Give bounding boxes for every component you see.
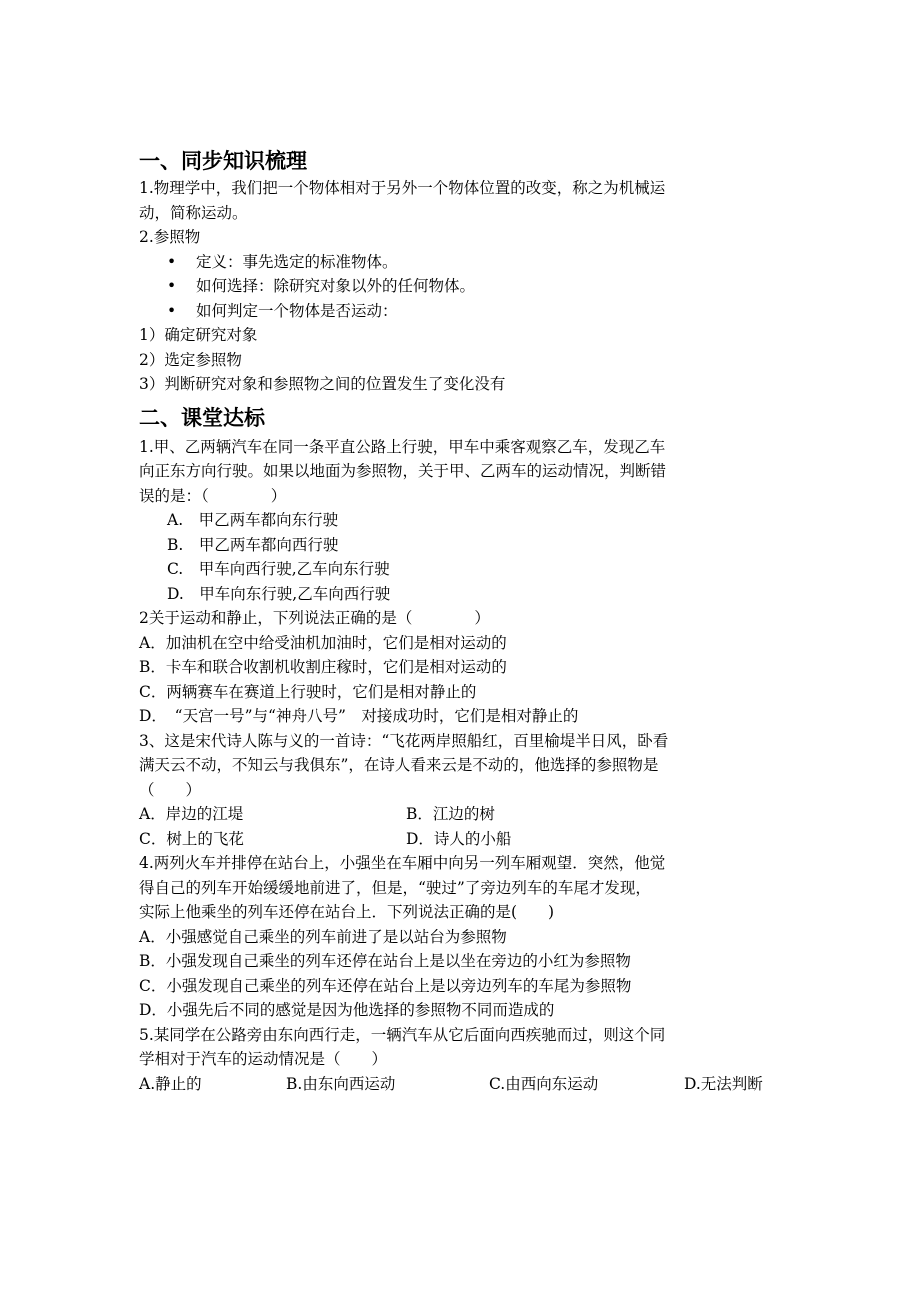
bullet-item: • 如何判定一个物体是否运动： [139, 299, 789, 324]
question-3-option-a: A．岸边的江堤 [139, 805, 244, 823]
question-5-options-row [139, 1072, 789, 1097]
question-2-option-b: B．卡车和联合收割机收割庄稼时，它们是相对运动的 [139, 658, 507, 676]
step-item: 2）选定参照物 [139, 350, 242, 369]
step-item: 3）判断研究对象和参照物之间的位置发生了变化没有 [139, 375, 506, 393]
question-4-option-b: B．小强发现自己乘坐的列车还停在站台上是以坐在旁边的小红为参照物 [139, 952, 631, 970]
section-1-heading: 一、同步知识梳理 [139, 149, 307, 173]
question-4-line: 得自己的列车开始缓缓地前进了，但是，“驶过”了旁边列车的车尾才发现， [139, 878, 651, 897]
question-3-option-b: B．江边的树 [406, 805, 495, 823]
question-2-option-a: A．加油机在空中给受油机加油时，它们是相对运动的 [139, 633, 507, 652]
question-2-stem: 2关于运动和静止，下列说法正确的是（ ） [139, 609, 490, 627]
question-3-line: 满天云不动，不知云与我俱东”，在诗人看来云是不动的，他选择的参照物是 [139, 756, 659, 774]
question-4-line: 实际上他乘坐的列车还停在站台上．下列说法正确的是( ) [139, 903, 555, 921]
question-3-option-d: D．诗人的小船 [406, 829, 512, 848]
question-1-line: 向正东方向行驶。如果以地面为参照物，关于甲、乙两车的运动情况，判断错 [139, 462, 667, 480]
question-4-line: 4.两列火车并排停在站台上，小强坐在车厢中向另一列车厢观望．突然，他觉 [139, 854, 666, 872]
question-1-option-d: D. 甲车向东行驶,乙车向西行驶 [167, 584, 391, 603]
question-3-options-row [139, 802, 789, 827]
question-1-option-c: C. 甲车向西行驶,乙车向东行驶 [167, 560, 390, 578]
step-item: 1）确定研究对象 [139, 326, 258, 344]
question-5-option-c: C.由西向东运动 [489, 1074, 599, 1093]
question-2-option-c: C．两辆赛车在赛道上行驶时，它们是相对静止的 [139, 682, 477, 701]
paragraph-2: 2.参照物 [139, 228, 201, 246]
document-page [139, 140, 789, 1096]
question-2-option-d: D． “天宫一号”与“神舟八号” 对接成功时，它们是相对静止的 [139, 707, 579, 725]
question-4-option-c: C．小强发现自己乘坐的列车还停在站台上是以旁边列车的车尾为参照物 [139, 976, 632, 995]
question-4-option-a: A．小强感觉自己乘坐的列车前进了是以站台为参照物 [139, 927, 507, 946]
question-4-option-d: D．小强先后不同的感觉是因为他选择的参照物不同而造成的 [139, 1001, 555, 1019]
paragraph-1-line-1: 1.物理学中，我们把一个物体相对于另外一个物体位置的改变，称之为机械运 [139, 179, 666, 197]
section-2-heading: 二、课堂达标 [139, 405, 265, 430]
bullet-item: • 定义：事先选定的标准物体。 [139, 250, 789, 275]
question-5-line: 5.某同学在公路旁由东向西行走，一辆汽车从它后面向西疾驰而过，则这个同 [139, 1025, 666, 1044]
question-5-option-d: D.无法判断 [684, 1074, 763, 1093]
question-3-options-row [139, 827, 789, 852]
question-1-line: 误的是：（ ） [139, 486, 287, 505]
question-5-option-a: A.静止的 [139, 1074, 202, 1093]
question-1-line: 1.甲、乙两辆汽车在同一条平直公路上行驶，甲车中乘客观察乙车，发现乙车 [139, 437, 666, 456]
question-1-option-a: A. 甲乙两车都向东行驶 [167, 511, 339, 529]
bullet-item: • 如何选择：除研究对象以外的任何物体。 [139, 274, 789, 299]
question-5-line: 学相对于汽车的运动情况是（ ） [139, 1050, 388, 1068]
question-3-line: 3、这是宋代诗人陈与义的一首诗：“飞花两岸照船红，百里榆堤半日风，卧看 [139, 731, 669, 750]
question-1-option-b: B. 甲乙两车都向西行驶 [167, 535, 339, 554]
question-5-option-b: B.由东向西运动 [286, 1074, 396, 1093]
question-3-option-c: C．树上的飞花 [139, 829, 244, 848]
paragraph-1-line-2: 动，简称运动。 [139, 203, 248, 222]
question-3-line: （ ） [139, 780, 202, 799]
